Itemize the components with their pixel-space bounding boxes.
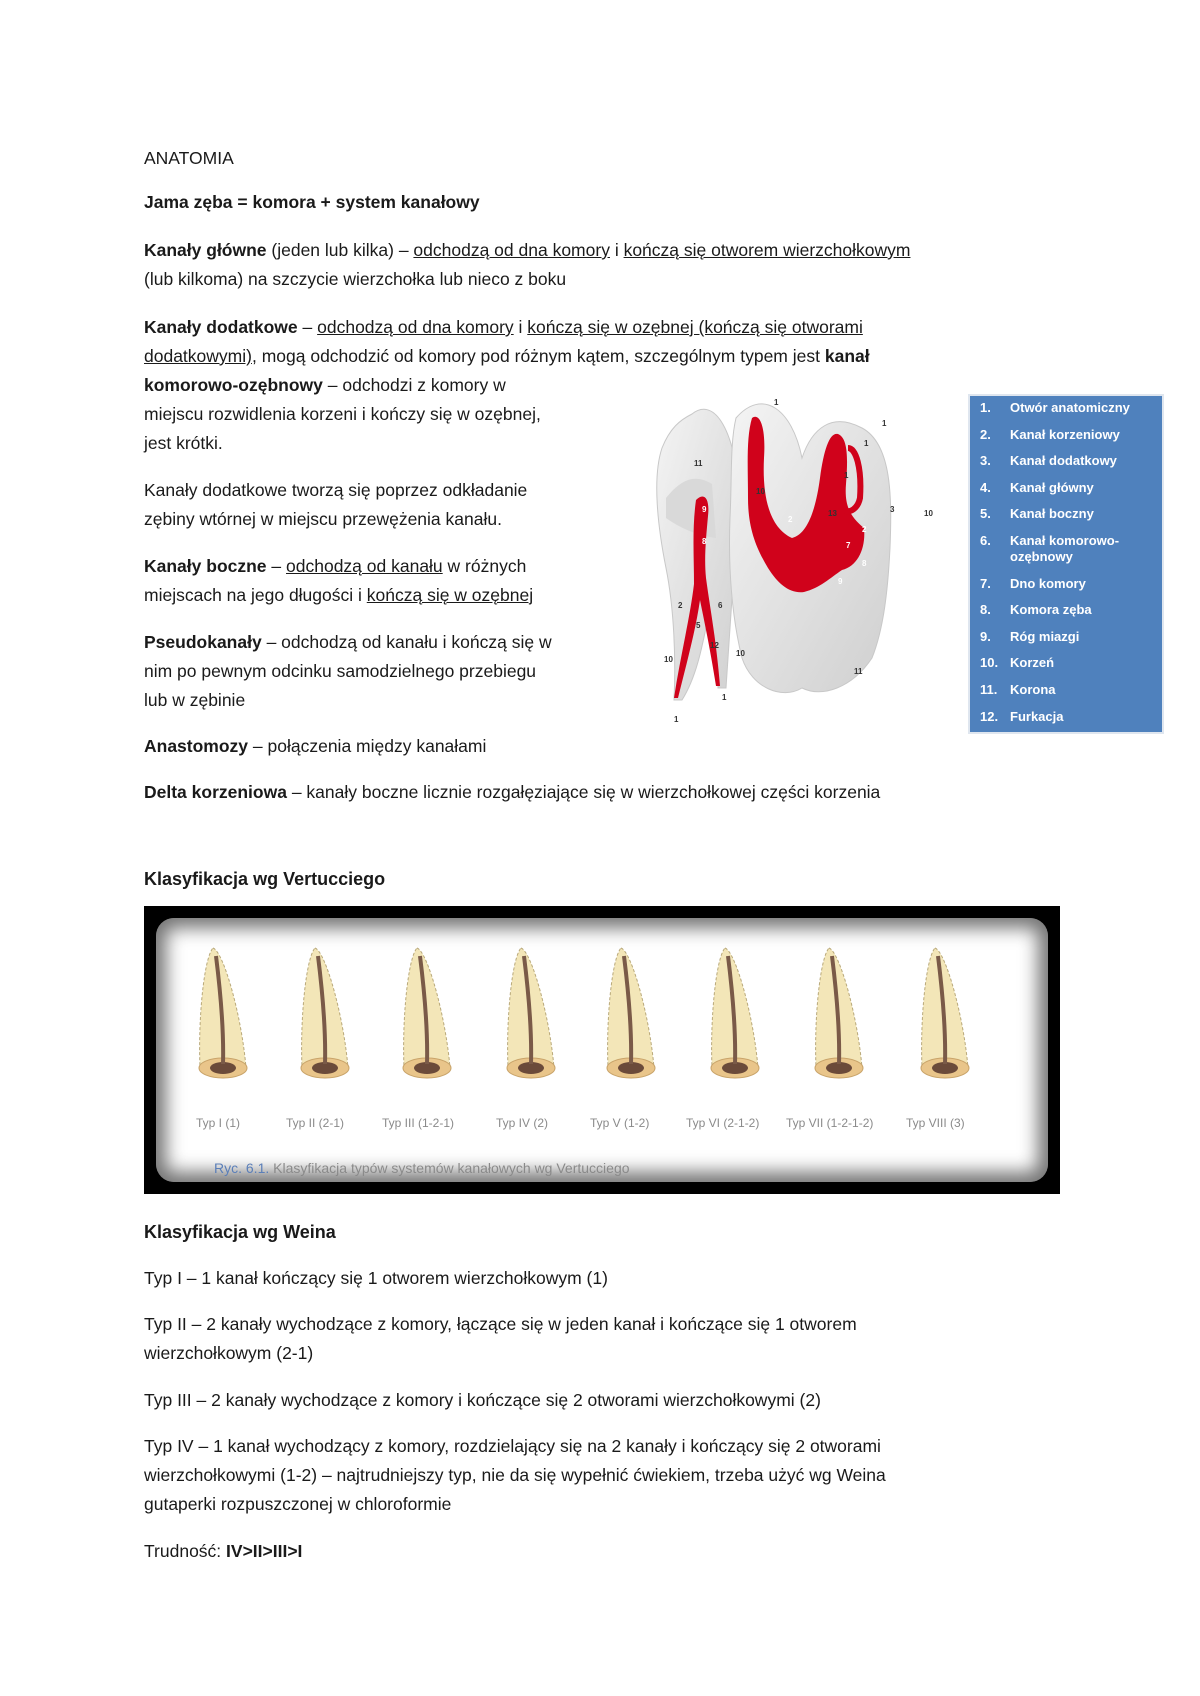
text: – odchodzą od kanału i kończą się w [261,632,552,652]
figure-label: 2 [862,525,867,534]
text: miejscach na jego długości i [144,585,367,605]
legend-item-label: Korzeń [1010,655,1055,671]
vertucci-type-label: Typ V (1-2) [590,1116,650,1130]
legend-item [970,453,1162,469]
type-label: Typ I [144,1268,182,1288]
anastomoses-line [144,732,486,761]
text: i [609,240,624,260]
accessory-canals-line3 [144,371,506,400]
section-title: ANATOMIA [144,148,234,168]
weine-heading: Klasyfikacja wg Weina [144,1222,336,1242]
delta-line [144,778,880,807]
legend-item-number: 7. [980,575,991,591]
vertucci-tooth [607,948,655,1078]
pseudocanals-line2: nim po pewnym odcinku samodzielnego przebiegu [144,661,537,681]
legend-item-number: 1. [980,400,991,415]
type-label: Typ IV [144,1436,194,1456]
vertucci-type-label: Typ VI (2-1-2) [686,1116,760,1130]
vertucci-figure-inner [156,918,1048,1182]
vertucci-tooth [711,948,759,1078]
figure-label: 1 [882,419,887,428]
underlined-text: kończą się otworem wierzchołkowym [623,240,911,260]
vertucci-type-label: Typ I (1) [196,1116,241,1130]
underlined-text: odchodzą od kanału [286,556,443,576]
text: – kanały boczne licznie rozgałęziające się w wierzchołkowej części korzenia [286,782,881,802]
legend-item-number: 8. [980,602,991,618]
text: – 1 kanał wychodzący z komory, rozdzielający się na 2 kanały i kończący się 2 otworami [193,1436,881,1456]
type-label: Typ III [144,1390,192,1410]
figure-label: 4 [898,529,903,538]
type-label: Typ II [144,1314,187,1334]
legend-item-label: Róg miazgi [1010,628,1080,644]
figure-label: 9 [838,577,843,586]
pseudocanals-line3: lub w zębinie [144,690,246,710]
figure-label: 11 [854,667,863,676]
underlined-text: odchodzą od dna komory [317,317,514,337]
vertucci-tooth [507,948,555,1078]
vertucci-type-label: Typ IV (2) [496,1116,549,1130]
legend-item-label: Otwór anatomiczny [1010,400,1130,415]
figure-label: 1 [722,693,727,702]
difficulty-value: IV>II>III>I [226,1541,303,1561]
legend-item [970,655,1162,671]
legend-item [970,400,1162,416]
definition-line: Jama zęba = komora + system kanałowy [144,192,480,212]
legend-item-label: Kanał boczny [1010,506,1094,522]
figure-label: 10 [924,509,933,518]
legend-item-number: 6. [980,532,991,548]
text: , mogą odchodzić od komory pod różnym kątem, szczególnym typem jest [251,346,825,366]
vertucci-caption [214,1160,630,1176]
underlined-text: kończą się w ozębnej [366,585,534,605]
text: – połączenia między kanałami [248,736,487,756]
legend-item-number: 2. [980,426,991,442]
formation-line1: Kanały dodatkowe tworzą się poprzez odkładanie [144,480,528,500]
figure-label: 10 [736,649,745,658]
legend-item [970,533,1162,565]
figure-label: 10 [664,655,673,664]
vertucci-type-label: Typ II (2-1) [286,1116,345,1130]
vertucci-tooth [199,948,247,1078]
formation-line2: zębiny wtórnej w miejscu przewężenia kanału. [144,509,502,529]
difficulty-label: Trudność: [144,1541,227,1561]
text: i [513,317,528,337]
legend-item-label: Korona [1010,681,1056,697]
figure-label: 10 [756,487,765,496]
difficulty-line [144,1537,302,1566]
weine-type4-line3: gutaperki rozpuszczonej w chloroformie [144,1494,452,1514]
vertucci-type-label: Typ VIII (3) [906,1116,965,1130]
vertucci-tooth [301,948,349,1078]
underlined-text: kończą się w ozębnej (kończą się otworami [527,317,863,337]
figure-label: 2 [678,601,683,610]
vertucci-tooth [403,948,451,1078]
legend-item-label: Komora zęba [1010,602,1092,618]
bold-text: kanał [824,346,870,366]
legend-item-label: Kanał dodatkowy [1010,453,1117,469]
legend-item [970,629,1162,645]
lateral-canals-line1 [144,552,526,581]
weine-type2-line2: wierzchołkowym (2-1) [144,1343,314,1363]
legend-item-label: Furkacja [1010,708,1064,724]
figure-label: 7 [846,541,851,550]
weine-type1 [144,1264,608,1293]
legend-item-label: Kanał główny [1010,479,1094,495]
vertucci-heading: Klasyfikacja wg Vertucciego [144,869,386,889]
pseudocanals-line1 [144,628,552,657]
anastomoses-term: Anastomozy [144,736,249,756]
legend-item-number: 11. [980,681,998,697]
vertucci-figure [144,906,1060,1194]
vertucci-teeth-drawing [156,918,1048,1182]
figure-label: 13 [828,509,837,518]
delta-term: Delta korzeniowa [144,782,287,802]
weine-type3 [144,1386,821,1415]
accessory-canals-line5: jest krótki. [144,433,223,453]
text: (jeden lub kilka) – [266,240,414,260]
weine-type4-line2: wierzchołkowymi (1-2) – najtrudniejszy typ, nie da się wypełnić ćwiekiem, trzeba użyć wg Weina [144,1465,886,1485]
legend-item-label: Kanał korzeniowy [1010,426,1120,442]
text: – [266,556,287,576]
figure-label: 1 [774,398,779,407]
legend-item [970,602,1162,618]
vertucci-tooth [921,948,969,1078]
figure-label: 9 [702,505,707,514]
vertucci-type-label: Typ VII (1-2-1-2) [786,1116,874,1130]
text: – 2 kanały wychodzące z komory i kończące się 2 otworami wierzchołkowymi (2) [191,1390,821,1410]
figure-label: 5 [696,621,701,630]
accessory-canals-term: Kanały dodatkowe [144,317,298,337]
text: – 1 kanał kończący się 1 otworem wierzchołkowym (1) [181,1268,608,1288]
figure-label: 8 [702,537,707,546]
lateral-canals-line2 [144,581,533,610]
weine-type4-line1 [144,1432,881,1461]
underlined-text: dodatkowymi) [144,346,252,366]
figure-label: 9 [892,577,897,586]
lateral-canals-term: Kanały boczne [144,556,267,576]
figure-label: 12 [710,641,719,650]
tooth-anatomy-figure [652,388,952,730]
legend-item-number: 10. [980,655,999,671]
legend-item-number: 9. [980,628,991,644]
caption-text: Klasyfikacja typów systemów kanałowych wg Vertucciego [269,1160,630,1176]
accessory-canals-line2 [144,342,870,371]
main-canals-line1 [144,236,910,265]
legend-item [970,682,1162,698]
legend-item [970,576,1162,592]
figure-label: 6 [718,601,723,610]
vertucci-tooth [815,948,863,1078]
legend-item-label: Kanał komorowo-ozębnowy [1010,532,1120,564]
legend-item [970,709,1162,725]
figure-label: 2 [788,515,793,524]
text: – [297,317,318,337]
legend-item [970,427,1162,443]
main-canals-term: Kanały główne [144,240,267,260]
main-canals-line2: (lub kilkoma) na szczycie wierzchołka lub nieco z boku [144,269,567,289]
legend-item [970,480,1162,496]
legend-item-label: Dno komory [1010,575,1086,591]
accessory-canals-line4: miejscu rozwidlenia korzeni i kończy się w ozębnej, [144,404,541,424]
legend-item [970,506,1162,522]
vertucci-type-label: Typ III (1-2-1) [382,1116,455,1130]
figure-legend [968,394,1164,734]
figure-label: 3 [890,505,895,514]
bold-text: komorowo-ozębnowy [144,375,323,395]
caption-number: Ryc. 6.1. [214,1160,270,1176]
text: w różnych [442,556,527,576]
figure-label: 8 [862,559,867,568]
weine-type2-line1 [144,1310,857,1339]
figure-label: 11 [694,459,703,468]
accessory-canals-line1 [144,313,863,342]
legend-item-number: 3. [980,453,991,469]
figure-label: 1 [864,439,869,448]
text: – odchodzi z komory w [322,375,506,395]
figure-label: 1 [844,471,849,480]
legend-item-number: 12. [980,708,999,724]
underlined-text: odchodzą od dna komory [413,240,610,260]
figure-label: 1 [674,715,679,724]
text: – 2 kanały wychodzące z komory, łączące się w jeden kanał i kończące się 1 otworem [186,1314,857,1334]
legend-item-number: 4. [980,479,991,495]
pseudocanals-term: Pseudokanały [144,632,262,652]
legend-item-number: 5. [980,506,991,522]
